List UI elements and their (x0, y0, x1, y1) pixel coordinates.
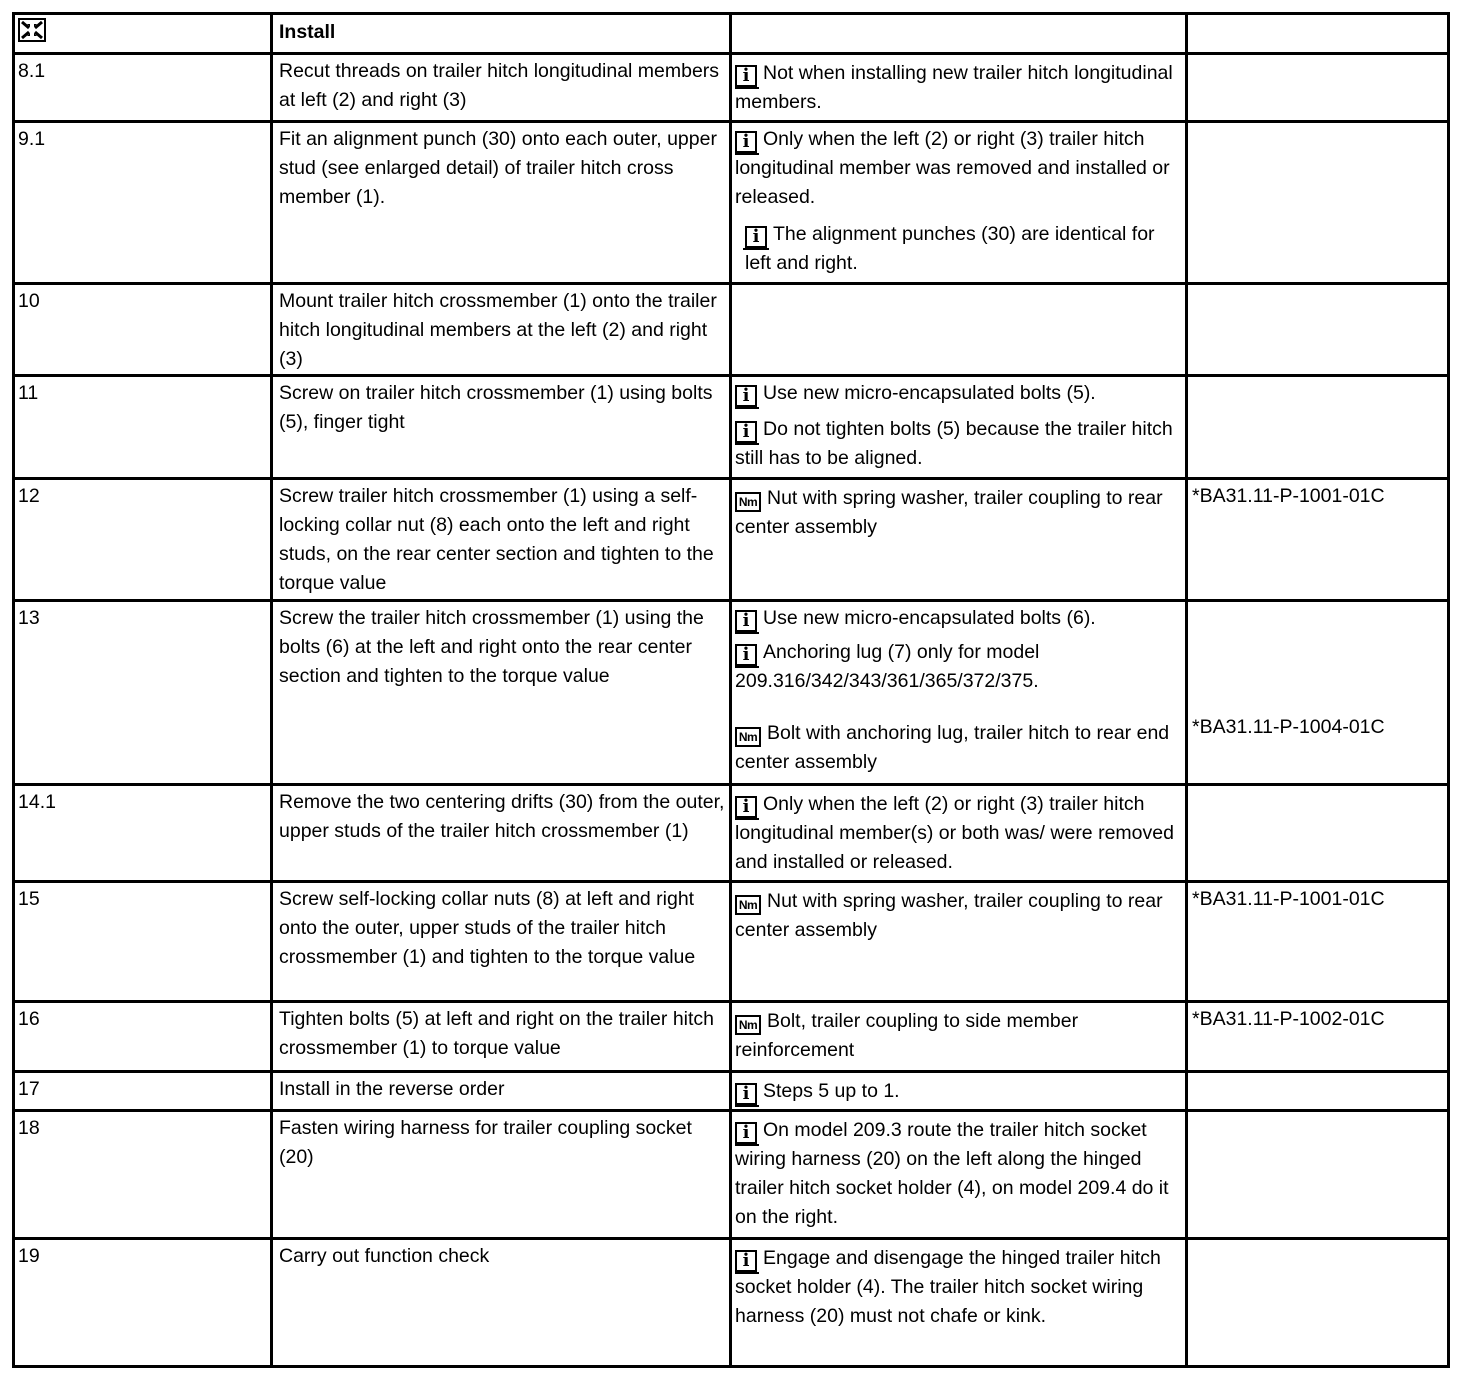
step-action: Fit an alignment punch (30) onto each outer, upper stud (see enlarged detail) of trailer hitch cross member (1). (279, 128, 717, 208)
procedure-table (12, 12, 1450, 1368)
reference-link (1192, 786, 1442, 880)
step-number: 14.1 (18, 791, 56, 813)
note (735, 638, 1185, 696)
step-action: Recut threads on trailer hitch longitudinal members at left (2) and right (3) (279, 60, 720, 111)
step-number: 15 (18, 888, 40, 910)
step-notes (735, 377, 1185, 477)
column-divider (270, 15, 273, 1365)
info-icon: i (735, 1122, 757, 1144)
reference-link (1192, 123, 1442, 282)
reference-link (1192, 55, 1442, 120)
info-icon: i (735, 1250, 757, 1272)
section-title: Install (279, 21, 336, 43)
step-notes (735, 602, 1185, 783)
note (735, 1077, 1185, 1106)
step-notes (735, 480, 1185, 599)
step-action: Screw on trailer hitch crossmember (1) using bolts (5), finger tight (279, 382, 713, 433)
reference-link[interactable]: *BA31.11-P-1004-01C (1192, 716, 1385, 738)
note-text: The alignment punches (30) are identical for left and right. (745, 223, 1155, 274)
info-icon: i (735, 610, 757, 632)
step-number: 11 (18, 382, 39, 404)
torque-icon: Nm (735, 492, 761, 512)
note-text: Only when the left (2) or right (3) trailer hitch longitudinal member was removed and installed or released. (735, 128, 1170, 208)
note-text: Nut with spring washer, trailer coupling to rear center assembly (735, 890, 1163, 941)
reference-link (1192, 1240, 1442, 1365)
info-icon: i (735, 131, 757, 153)
step-notes (735, 123, 1185, 282)
note (735, 415, 1185, 473)
install-symbol-icon (18, 18, 46, 47)
step-action: Screw trailer hitch crossmember (1) using a self-locking collar nut (8) each onto the left and right studs, on the rear center section and tighten to the torque value (279, 485, 714, 594)
step-notes (735, 1073, 1185, 1109)
note-text: Anchoring lug (7) only for model 209.316/342/343/361/365/372/375. (735, 641, 1040, 692)
step-number: 18 (18, 1117, 40, 1139)
step-action: Install in the reverse order (279, 1078, 505, 1100)
torque-icon: Nm (735, 895, 761, 915)
step-number: 10 (18, 290, 40, 312)
step-notes (735, 55, 1185, 120)
reference-link (1192, 285, 1442, 374)
info-icon: i (735, 796, 757, 818)
note-text: Only when the left (2) or right (3) trailer hitch longitudinal member(s) or both was/ were removed and installed or released. (735, 793, 1174, 873)
note (735, 379, 1185, 408)
reference-link[interactable]: *BA31.11-P-1002-01C (1192, 1008, 1385, 1030)
step-number: 9.1 (18, 128, 46, 150)
note (735, 484, 1185, 542)
note-text: Steps 5 up to 1. (763, 1080, 900, 1102)
step-notes (735, 786, 1185, 880)
reference-link (1192, 377, 1442, 477)
note (735, 719, 1185, 777)
note (745, 220, 1185, 278)
step-number: 16 (18, 1008, 40, 1030)
step-action: Mount trailer hitch crossmember (1) onto the trailer hitch longitudinal members at the left (2) and right (3) (279, 290, 717, 370)
column-divider (729, 15, 732, 1365)
info-icon: i (745, 226, 767, 248)
step-notes (735, 1240, 1185, 1365)
note-text: Do not tighten bolts (5) because the trailer hitch still has to be aligned. (735, 418, 1173, 469)
note-text: Not when installing new trailer hitch longitudinal members. (735, 62, 1173, 113)
step-action: Screw self-locking collar nuts (8) at left and right onto the outer, upper studs of the trailer hitch crossmember (1) and tighten to the torque value (279, 888, 696, 968)
step-notes (735, 285, 1185, 374)
step-notes (735, 883, 1185, 1000)
note (735, 604, 1185, 633)
reference-link[interactable]: *BA31.11-P-1001-01C (1192, 888, 1385, 910)
info-icon: i (735, 65, 757, 87)
note-text: Bolt with anchoring lug, trailer hitch to rear end center assembly (735, 722, 1170, 773)
note-text: Use new micro-encapsulated bolts (5). (763, 382, 1096, 404)
step-number: 19 (18, 1245, 40, 1267)
step-action: Remove the two centering drifts (30) from the outer, upper studs of the trailer hitch crossmember (1) (279, 791, 725, 842)
step-number: 17 (18, 1078, 40, 1100)
note-text: Bolt, trailer coupling to side member reinforcement (735, 1010, 1079, 1061)
column-divider (1185, 15, 1188, 1365)
info-icon: i (735, 644, 757, 666)
info-icon: i (735, 385, 757, 407)
note (735, 790, 1185, 877)
note (735, 1244, 1185, 1331)
info-icon: i (735, 1083, 757, 1105)
step-action: Tighten bolts (5) at left and right on the trailer hitch crossmember (1) to torque value (279, 1008, 715, 1059)
step-number: 8.1 (18, 60, 46, 82)
note (735, 1116, 1185, 1232)
step-notes (735, 1003, 1185, 1070)
torque-icon: Nm (735, 1015, 761, 1035)
note (735, 59, 1185, 117)
note (735, 1007, 1185, 1065)
info-icon: i (735, 421, 757, 443)
reference-link[interactable]: *BA31.11-P-1001-01C (1192, 485, 1385, 507)
step-action: Fasten wiring harness for trailer coupling socket (20) (279, 1117, 692, 1168)
step-action: Screw the trailer hitch crossmember (1) using the bolts (6) at the left and right onto the rear center section and tighten to the torque value (279, 607, 704, 687)
step-action: Carry out function check (279, 1245, 490, 1267)
reference-link (1192, 1112, 1442, 1237)
step-number: 12 (18, 485, 40, 507)
step-number: 13 (18, 607, 40, 629)
reference-link (1192, 1073, 1442, 1109)
note-text: On model 209.3 route the trailer hitch socket wiring harness (20) on the left along the hinged trailer hitch socket holder (4), on model 209.4 do it on the right. (735, 1119, 1169, 1228)
step-notes (735, 1112, 1185, 1237)
note-text: Nut with spring washer, trailer coupling to rear center assembly (735, 487, 1163, 538)
note-text: Use new micro-encapsulated bolts (6). (763, 607, 1096, 629)
note-text: Engage and disengage the hinged trailer hitch socket holder (4). The trailer hitch socket wiring harness (20) must not chafe or kink. (735, 1247, 1161, 1327)
note (735, 887, 1185, 945)
note (735, 125, 1185, 212)
torque-icon: Nm (735, 727, 761, 747)
